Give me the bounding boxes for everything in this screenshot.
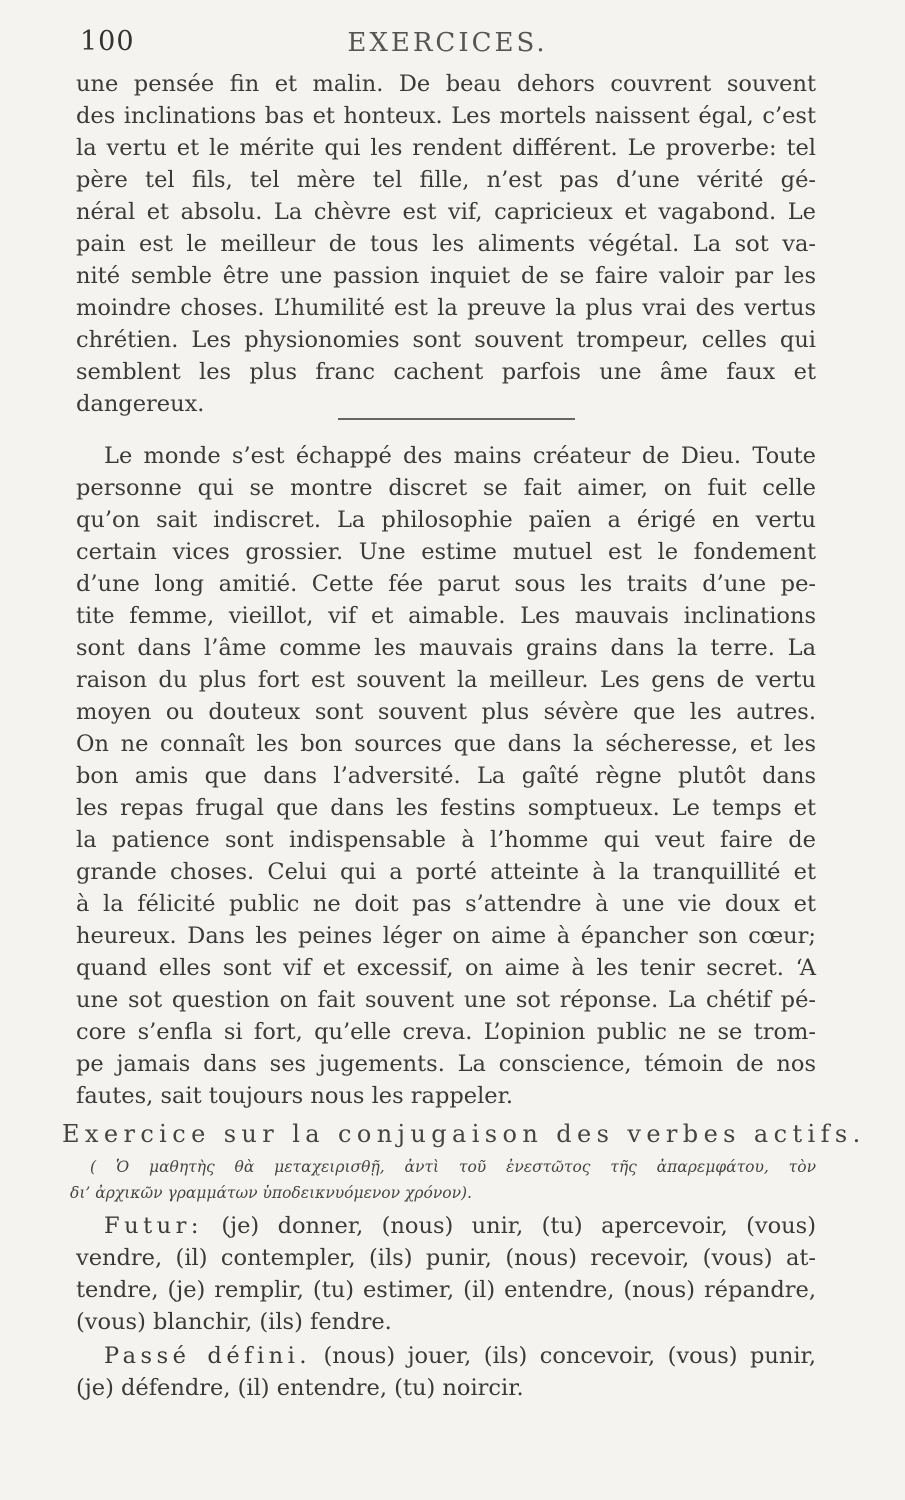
text-line: une pensée fin et malin. De beau dehors couvrent souvent [76, 71, 816, 97]
running-head: EXERCICES. [347, 28, 548, 58]
paragraph-1 [76, 68, 816, 420]
text-line: dangereux. [76, 391, 205, 417]
text-line: semblent les plus franc cachent parfois une âme faux et [76, 359, 816, 385]
futur-text: (je) donner, (nous) unir, (tu) apercevoir, (vous) [221, 1213, 816, 1239]
text-line: nité semble être une passion inquiet de se faire valoir par les [76, 263, 816, 289]
text-line: vendre, (il) contempler, (ils) punir, (nous) recevoir, (vous) at- [76, 1245, 816, 1271]
page-header [80, 26, 815, 66]
greek-line: δι’ ἀρχικῶν γραμμάτων ὑποδεικνυόμενον χρόνον). [70, 1184, 472, 1202]
section-divider [338, 418, 575, 420]
text-line: la vertu et le mérite qui les rendent différent. Le proverbe: tel [76, 135, 816, 161]
text-line: chrétien. Les physionomies sont souvent trompeur, celles qui [76, 327, 816, 353]
text-line: d’une long amitié. Cette fée parut sous les traits d’une pe- [76, 571, 816, 597]
text-line: On ne connaît les bon sources que dans la sécheresse, et les [76, 731, 816, 757]
text-line: quand elles sont vif et excessif, on aime à les tenir secret. ‘A [76, 955, 816, 981]
text-line: moindre choses. L’humilité est la preuve la plus vrai des vertus [76, 295, 816, 321]
text-line: qu’on sait indiscret. La philosophie païen a érigé en vertu [76, 507, 816, 533]
exercise-title: Exercice sur la conjugaison des verbes actifs. [62, 1120, 866, 1148]
text-line: raison du plus fort est souvent la meilleur. Les gens de vertu [76, 667, 816, 693]
futur-line [76, 1210, 816, 1242]
greek-instruction [70, 1154, 816, 1206]
text-line: pain est le meilleur de tous les aliments végétal. La sot va- [76, 231, 816, 257]
passe-text: (nous) jouer, (ils) concevoir, (vous) punir, [323, 1343, 816, 1369]
text-line: les repas frugal que dans les festins somptueux. Le temps et [76, 795, 816, 821]
text-line: certain vices grossier. Une estime mutuel est le fondement [76, 539, 816, 565]
text-line: personne qui se montre discret se fait aimer, on fuit celle [76, 475, 816, 501]
text-line: fautes, sait toujours nous les rappeler. [76, 1083, 514, 1109]
greek-line: ( Ὁ μαθητὴς θὰ μεταχειρισθῇ, ἀντὶ τοῦ ἐνεστῶτος τῆς ἀπαρεμφάτου, τὸν [90, 1158, 816, 1176]
text-line: moyen ou douteux sont souvent plus sévère que les autres. [76, 699, 816, 725]
text-line: pe jamais dans ses jugements. La conscience, témoin de nos [76, 1051, 816, 1077]
passe-line [76, 1340, 816, 1372]
passe-section [76, 1340, 816, 1404]
text-line: des inclinations bas et honteux. Les mortels naissent égal, c’est [76, 103, 816, 129]
text-line: père tel fils, tel mère tel fille, n’est pas d’une vérité gé- [76, 167, 816, 193]
futur-section [76, 1210, 816, 1338]
text-line: Le monde s’est échappé des mains créateur de Dieu. Toute [104, 443, 816, 469]
text-line: sont dans l’âme comme les mauvais grains dans la terre. La [76, 635, 816, 661]
text-line: (je) défendre, (il) entendre, (tu) noircir. [76, 1375, 524, 1401]
text-line: bon amis que dans l’adversité. La gaîté règne plutôt dans [76, 763, 816, 789]
text-line: (vous) blanchir, (ils) fendre. [76, 1309, 392, 1335]
text-line: core s’enfla si fort, qu’elle creva. L’opinion public ne se trom- [76, 1019, 816, 1045]
passe-label: Passé défini. [104, 1343, 311, 1369]
paragraph-2 [76, 440, 816, 1112]
text-line: tite femme, vieillot, vif et aimable. Les mauvais inclinations [76, 603, 816, 629]
page-number: 100 [80, 26, 135, 57]
text-line: la patience sont indispensable à l’homme qui veut faire de [76, 827, 816, 853]
text-line: une sot question on fait souvent une sot réponse. La chétif pé- [76, 987, 816, 1013]
futur-label: Futur: [104, 1213, 203, 1239]
text-line: tendre, (je) remplir, (tu) estimer, (il) entendre, (nous) répandre, [76, 1277, 816, 1303]
text-line: heureux. Dans les peines léger on aime à épancher son cœur; [76, 923, 816, 949]
text-line: grande choses. Celui qui a porté atteinte à la tranquillité et [76, 859, 816, 885]
text-line: à la félicité public ne doit pas s’attendre à une vie doux et [76, 891, 816, 917]
text-line: néral et absolu. La chèvre est vif, capricieux et vagabond. Le [76, 199, 816, 225]
